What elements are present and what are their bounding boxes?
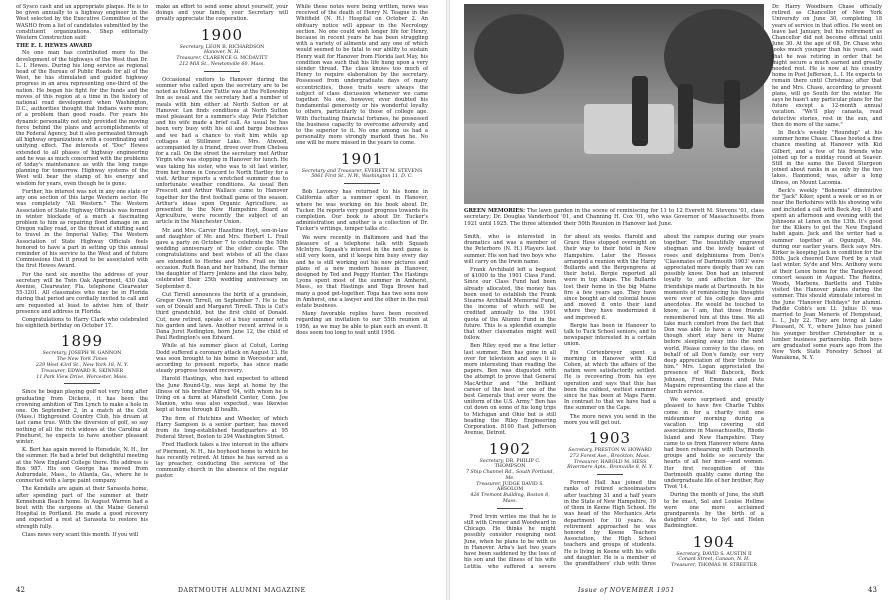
left-column-2 <box>156 4 288 564</box>
photo-figure <box>724 80 740 148</box>
class-year: 1900 <box>200 25 244 44</box>
secretary-name: EVERETT M. STEVENS <box>364 168 423 174</box>
paragraph: Class news very scant this month. If you will <box>22 531 139 538</box>
right-column-1 <box>464 234 556 568</box>
secretary-label: Secretary, <box>568 448 593 454</box>
treasurer-address: 426 Tremont Building, Boston 8, Mass. <box>470 493 550 505</box>
caption-text: The lawn garden in the scene of reminiscing for 11 to 12 Everett M. Stevens '01, class secretary; Dr. Douglas Vanderhoof '01, and Channing H. Cox '01, who was Governor of Massachusetts from 1921 until 1925. The three attended their 50th Reunion in Hanover last June. <box>464 208 765 227</box>
treasurer-label: Treasurer, <box>476 481 502 487</box>
treasurer-name: JUDGE DAVID S. ABSOLOM <box>496 481 544 493</box>
subheading: THE E. I. HEWES AWARD <box>16 43 92 50</box>
left-column-3 <box>296 4 428 564</box>
class-heading-1901 <box>296 151 428 185</box>
paragraph: We were surprised and greatly pleased to have five Charlie Tubbs come in for a charity visit one midsummer morning during a vacation trip covering old associations in Massachusetts, Rhode Island and New Hampshire. They came to us from Hanover where Anna had been rehearsing with Dartmouth groups and holds so securely the hearts of all her men—and women. Her first recognition of this Dartmouth quality came during the undergraduate life of her brother, Ray Tivot '14. <box>664 397 764 491</box>
caption-lead: GREEN MEMORIES: <box>464 208 526 214</box>
secretary-name: DAVID S. AUSTIN II <box>702 551 752 557</box>
class-treasurer <box>464 482 556 494</box>
treasurer-name: HAROLD M. HESS <box>600 459 647 465</box>
paragraph: While these notes were being written, news was received of the death of Henry N. Teague in the Whitfield (N. H.) Hospital on October 2. An obituary notice will appear in the Necrology section. No one could wish longer life for Henry, because in recent years he has been struggling with a variety of ailments and any one of which would seemed to be fatal to our ability to sustain Henry wait for Hanover from Florida last May, his condition was such that his life hung upon a very slender thread. The class knows too much of Henry to require elaboration by the secretary. Possessed from undergraduate days of many eccentricities, those traits were always the subject of class discussion whenever we came together. No one, however, ever doubted his fundamental generosity or his wonderful loyalty to others, particularly to those of college age. With fluctuating financial fortunes, he possessed the business capacity to overcome adversity and to the superior to it. No one among us had a personality more strongly marked than he. No one will be more missed in the years to come. <box>296 4 428 147</box>
left-column-1 <box>16 4 148 564</box>
paragraph: Harold Hastings, who had expected to attend the June Round-Up, was kept at home by the illness of his brother Alfred '04, with whom he is living on a farm at Mansfield Center, Conn. Joe Manion, who was also expected, was likewise kept at home through ill health. <box>156 376 288 414</box>
right-column-4 <box>772 4 882 568</box>
secretary-address-2: 229 West 43rd St., New York 18, N. Y. <box>36 362 128 368</box>
class-heading-1903 <box>564 430 656 475</box>
treasurer-address: Rivermere Apts., Bronxville 8, N. Y. <box>567 465 653 471</box>
class-treasurer <box>664 563 764 568</box>
treasurer-label: Treasurer, <box>573 459 599 465</box>
secretary-address: 5061 First St., N.W., Washington 11, D. C. <box>311 174 413 180</box>
secretary-name: LEON B. RICHARDSON <box>205 44 265 50</box>
class-year: 1901 <box>340 149 384 168</box>
divider <box>344 183 381 184</box>
paragraph: Bergie has been in Hanover to talk to Tuck School seniors, and to newspaper interested in a certain union. <box>564 322 656 348</box>
treasurer-address: 212 Mill St., Newtonville 60, Mass. <box>179 62 265 67</box>
secretary-name: JOSEPH W. GANNON <box>68 351 122 357</box>
right-column-3 <box>664 234 764 568</box>
page-number: 43 <box>868 586 877 594</box>
treasurer-name: THOMAS W. STREETER <box>697 563 757 568</box>
right-column-2 <box>564 234 656 568</box>
secretary-label: Secretary, <box>479 458 505 464</box>
treasurer-name: CLARENCE G. MCDAVITT <box>203 56 268 62</box>
paragraph: Mr. and Mrs. Carver Hazeltine Hoyt, son-in-law and daughter of Mr. and Mrs. Herbert L. Frail gave a party on October 7 to celebrate the 50th wedding anniversary of the elder couple. The congratulations and best wishes of all the class are extended to Herbie and Mrs. Frail on this occasion. Ruth Bean and her husband, the former the daughter of Harry Jenkins and the class baby, celebrated their 25th wedding anniversary on September 8. <box>156 227 288 290</box>
class-heading-1900 <box>156 27 288 72</box>
paragraph: Bob Lavoncy has returned to his home in California after a summer spent in Hanover, where he was working on his book about Dr. Tucker. He reports very good progress towards its completion. Our book is about Dr. Tucker's administration and another is a collection of Dr. Tucker's writings, temper talks etc. <box>296 189 428 233</box>
divider <box>204 71 241 72</box>
secretary-label: Secretary and Treasurer, <box>301 168 363 174</box>
secretary-label: Secretary, <box>179 44 205 50</box>
paragraph: for about six weeks. Harold and Grace Hess stopped overnight on their way to their hotel in New Hampshire. Later the Hesses arranged a reunion with the Harry Bullards and the Bergengrens at their hotel. Bergie reported all were in top shape. The Bullards lost their home in the big Maine fire a few years ago. They have since bought an old colonial house and moved it onto their land where they have modernized it and improved it. <box>564 234 656 321</box>
paragraph: The Kendalls are again at their Sarasota home, after spending part of the summer at their Kennebunk Beach home. In August Warren had a bout with the surgeons at the Maine General Hospital in Portland. He made a good recovery and expected a rest at Sarasota to restore his strength fully. <box>16 486 148 530</box>
divider <box>597 474 623 475</box>
secretary-label: Secretary, <box>676 551 701 557</box>
paragraph: about the campus during our years together. The beautifully engraved stiegman and the lovely basket of roses and delphiniums from Don's 'Classmates of Dartmouth 1903' were appreciated more deeply than we can possibly know. Don had an inherent loyalty to and affection for the friendships made at Dartmouth. In his moments of reminiscing his thoughts were ever of his college days and anecdotes. He would be touched to know, as I am, that those friends remembered him at this time. We all take much comfort from the fact that Don was able to have a very happy though short stay here in Maine before sleeping away into the next world. Please convey to the class, on behalf of all Don's family, our very deep appreciation of their tribute to him." Mrs. Logan appreciated the presence of Walt Babcock, Bock Johnson, Fred Emmons and Pete Maguire representing the class at the church service. <box>664 234 764 396</box>
paragraph: Smith, who is interested in dramatics and was a member of the Peterboro (N. H.) Players last summer. His son had two boys who will carry on the Irwin name. <box>464 234 556 265</box>
paragraph: K. Bert has again moved to Hensdale, N. H., for the summer. He had a brief but delightful meeting at the New England College there. His address is Box 987. His son George has moved from Auburndale, Mass., to Atlanta, Ga., where he is connected with a large paint company. <box>16 447 148 485</box>
paragraph: Cut Tirrell announces the birth of a grandson, Gregor Owen Tirrell, on September 7. He is the son of Donald and Margaret Tirrell. This is Cut's third grandchild, but the first child of Donald. Cut, now retired, speaks of a busy summer with his garden and lawn. Another recent arrival is a Dana Jurst Redington, born June 12, the child of Paul Redington's son Edward. <box>156 291 288 342</box>
paragraph: While at his summer place at Cotuit, Loring Dodd suffered a coronary attack on August 13. He was soon brought to his home in Worcester and, according to present reports, has since made steady progress toward recovery. <box>156 343 288 375</box>
paragraph: Dr. Harry Woodburn Chase officially retired as Chancellor of New York University on June 30, completing 18 years of service in that office. He went on leave last January, but his retirement as Chancellor did not become official until June 30. At the age of 68, Dr. Chase who looks much younger than his years, said that he was retiring in order that he might secure a much earned and greatly needed rest. He is now at his country home in Post Jefferson, L. I. He expects to remain there until Christmas; after that he and Mrs. Chase, according to present plans, will go South for the winter. He says he hasn't any particular plans for the future except a 12-month annual vacation. "We'll play canasta, read detective stories, rest in the sun, and then do more of the same." <box>772 4 882 128</box>
paragraph: In Beck's weekly "Roundup" at his summer home Chase. Chase hosted a fine chance meeting at Hanover with Kid Gilbert, and a few of his friends who joined up for a midday round at Seaver. Still in the same the Daved Sturgeon joined about ranks in as only by the two lakes. Hammond, was, after a long illness, on Mount Lacomia. <box>772 130 882 186</box>
paragraph: Fred Irvin writes me that he is still with Cremer and Woodward in Chicago. He thinks he might possibly consider resigning next June, when he plans to be with us in Hanover. Arba's last two years have been saddened by the loss of his son and the illness of his wife Letitia, who suffered a severe <box>464 513 556 568</box>
paragraph: For the next six months the address of your secretary will be Twin Oak Apartment, 430 Oak Avenue, Clearwater, Fla. telephone Clearwater 55-3201. All classmates who may be in Florida during that period are cordially invited to call and are requested at least to advise him of their presence and address in Florida. <box>16 271 148 315</box>
paragraph: Occasional visitors to Hanover during the summer who called upon the secretary are to be noted as follows. Lew Tuttle was at the Fellowship Inn as usual and the secretary had a number of meals with him either at North Sutton or at Hanover. Len finds conditions at North Sutton most pleasant for a summer's stay. Pete Fletcher and his wife made a brief call. As usual he has been very busy with his oil and barge business and we had a chance to visit him while up cottages at Stillmeer Lake. Mrs. Atwood, accompanied by a friend, drove over from Chelsea for a call. On the street the secretary met Arthur Virgin who was stopping in Hanover for lunch. He was taking his sister, who was to sit last winter, from her home in Concord to North Hartley for a visit. Arthur reports a wretched summer due to unfortunate weather conditions. As usual Ben Prescott and Arthur Wallace came to Hanover together for the first football game of the season. Arthur's ideas upon Organic Agriculture, as presented to the New Hampshire Board of Agriculture, were recently the subject of an article in the Manchester Union. <box>156 76 288 226</box>
secretary-address: The New York Times <box>56 357 108 363</box>
paragraph: Many favorable replies have been received regarding an invitation to our 55th reunion at 1956, as we may be able to plan such an event. It does seem too long to wait until 1956. <box>296 311 428 336</box>
paragraph: Frank Archibald left a bequest of $1000 to the 1901 Class Fund. Since our Class Fund had been already allocated, the money has been used to establish the Frank Stearns Archibald Memorial Fund, the income of which will be credited annually to the 1901 quota of the Alumni Fund in the future. This is a splendid example that other classmates might well follow. <box>464 267 556 342</box>
class-year: 1904 <box>692 532 736 551</box>
divider <box>497 508 523 509</box>
paragraph: During the month of June, the shift to be exact, Sol and Louise Hellme were one more acclaimed grandparents by the birth of a daughter Anne, to Syl and Helen Badmington. <box>664 492 764 530</box>
running-head: DARTMOUTH ALUMNI MAGAZINE <box>178 587 306 594</box>
secretary-address: Hanover, N. H. <box>203 50 241 56</box>
secretary-name: PRESTON W. HOWARD <box>594 448 652 454</box>
right-page <box>448 0 896 600</box>
class-year: 1903 <box>588 429 632 448</box>
paragraph: Fred Hadlock takes a live interest in the affairs of Piermont, N. H., his boyhood home to which he has recently retired. At times he has served as a lay preacher, conducting the services of the community church in the absence of the regular pastor. <box>156 442 288 480</box>
paragraph: Ben Riley eyed me a fine letter last summer. Ben has gone in all over for television and says it is more interesting than reading the papers. Ben was disgusted with the attempt to prove that General MacArthur and "the brilliant career of the best or one of the best Generals that ever wore the uniform of the U.S. Army." Ben has cut down on some of his long trips to Michigan and Ohio but is still heading the Riley Engineering Corporation. 8100 East Jefferson Avenue, Detroit. <box>464 343 556 437</box>
running-head: Issue of NOVEMBER 1951 <box>578 587 675 594</box>
photograph <box>464 4 764 204</box>
paragraph: Fin Cortenbreyer spent a morning in Hanover with Kid Cohen, at which the affairs of the nation were satisfactorily settled. He is recovering from his eye operation and says that this has been the coldest, wettest summer since he has been at Maps Farm. In contrast to that we have had a fine summer on the Cape. <box>564 349 656 412</box>
photo-figure <box>678 84 693 149</box>
treasurer-label: Treasurer, <box>671 563 697 568</box>
class-heading-1904 <box>664 534 764 568</box>
paragraph: of Sysco cash and an appropriate plaque. He is to be given annually to a highway engineer in the West selected by the Executive Committee of the WASHO from a list of candidates submitted by the constituent organizations. Shep editorially Western Construction said: <box>16 4 148 42</box>
class-heading-1902 <box>464 441 556 509</box>
paragraph: Further, his interest was not in any one state or any one section of this large Western sector. He was completely "All Western." The Western Association of State Highway Officials was formed in winter blockade of a much a fascinating problem to him as repairing flood damage on an Oregon valley road, or the threat of shifting sand to travel in the Imperial Valley. The Western Association of State Highway Officials feels honored to have a part in setting up this annual reminder of his service to the West and of future Commissions that it proud to be associated with the first Hewes Award. <box>16 188 148 270</box>
photo-figure <box>632 76 648 146</box>
treasurer-label: Treasurer, <box>176 56 202 62</box>
paragraph: Forrest Hall has joined the ranks of retired schoolmasters after teaching 31 and a half years in the State of New Hampshire, 19 of them in Keene High School. He was head of the Mechanics Arts department for 10 years. As retirement approached he was honored by Keene Teachers Association, the High School teachers and groups of students. He is living in Keene with his wife and daughter. He is a member of the grandfathers' club with three <box>564 480 656 567</box>
paragraph: No one man has contributed more to the development of the highways of the West than Dr. L. I. Hewes. During his long service as regional head of the Bureau of Public Roads for all of the West, he has stimulated and guided highway progress in an area representing one-third of the nation. He began his fight for the funds and the moves of this region at a time in the history of national road development when Washington, D.C., authorities thought that Indians were more of a problem than good roads. For years his dynamic personality not only provided the moving force behind the plans and accomplishments of the Federal Agency, but it also permeated through all highway organizations with a coordinating and unifying effect. The interests of "Doc" Hewes extended to all phases of highway engineering and he was as much concerned with the problems of today's maintenance as with the long range planning for tomorrow. Highway systems of the West will bear the stamp of his energy and wisdom for years, even though he is gone. <box>16 50 148 187</box>
class-heading-1899 <box>16 333 148 384</box>
treasurer-label: Treasurer, <box>40 368 67 374</box>
paragraph: Beck's weekly "Bohemia" diminutive for "Jack" Kiker, spent a week or so in or near the Berkshires with his showing wife and included a call with Beck Avg. 10 and spent an afternoon and evening with the Johnsons at Lenox on the 13th. It's good for the Kikers to get the New England habit again. Jack and the writer had a summer together at Ogunquit, Me. during our earlier years. Beck says Mrs. Kirker is keeping Jack in condition for the 50th. Jack cheered Dave Ford by a visit last winter. Sy'de and Mrs. Anthony were at their Lenox home for the Tanglewood concert season in August. The Redins, Woods, Marbens, Bartletts and Tubbs visited the Hanover plains during the summer. This should stimulate interest in the June "Hanover Holidays" for alumni. Paddie Cobb's son Lt. Julius D. was married to Jean Meneris of Hempstead, L. I., July 22. They are living at Lake Pleasant, N. Y., where Julius has joined his younger brother Christopher in a lumber business partnership. Both boys are graduated some years ago from the New York State Forestry School at Wanakena, N. Y. <box>772 187 882 362</box>
divider <box>64 383 101 384</box>
paragraph: We were recently in Baltimore and had the pleasure of a telephone talk with Squash McIntyre. Squash's interest in the next game is still very keen, and it keeps him busy every day and he is still working out his new pictures and plans of a new modern house in Hanover, designed by Ted and Peggy Hunter. The Hastings Lyons spent most of the summer in Amherst, Mass., so that Hastings and Toga Brown had many a good get-together. Toga has two sons now in Amherst, one a lawyer and the other in the real estate business. <box>296 234 428 309</box>
photo-caption <box>464 208 764 227</box>
photo-pool <box>584 104 674 154</box>
paragraph: The more news you send in the more you will get out. <box>564 413 656 426</box>
secretary-label: Secretary, <box>42 351 68 357</box>
treasurer-name: EDWARD R. SKINNER <box>67 368 124 374</box>
secretary-name: DR. PHILIP C. THOMPSON <box>494 458 541 470</box>
paragraph: Since he began playing golf not very long after graduating from Dickens, it has been the crowning ambition of Tim Lynch to make a hole in one. On September 2, in a match at the Colt (Mass.) Highground Country Club, his dream at last came true. With the diversion of golf, so say nothing of all the rich widows at the Carolina at Pinehurst, he expects to have another pleasant winter. <box>16 389 148 445</box>
class-secretary <box>464 459 556 471</box>
page-number: 42 <box>16 586 25 594</box>
secretary-address: 273 Forest Ave., Brockton, Mass. <box>569 453 651 459</box>
secretary-address: Conant Street, Canaan, N. H. <box>678 557 750 563</box>
class-year: 1899 <box>60 332 104 351</box>
paragraph: Congratulations to Harry Clark who celebrated his eightieth birthday on October 17. <box>16 316 148 330</box>
paragraph: make an effort to send some about yourself, your doings and your family, your Secretary will greatly appreciate the cooperation. <box>156 4 288 23</box>
treasurer-address: 11 Park View Drive, Worcester, Mass. <box>36 374 128 380</box>
photo-tree <box>474 14 564 94</box>
paragraph: The firm of Hutchins and Wheeler, of which Harry Sampson is a senior partner, has moved from its long-established headquarters at 95 Federal Street, Boston to 294 Washington Street. <box>156 415 288 441</box>
secretary-address: 7 Ship Channel Rd., South Portland, Me. <box>465 470 555 481</box>
class-year: 1902 <box>488 439 532 458</box>
